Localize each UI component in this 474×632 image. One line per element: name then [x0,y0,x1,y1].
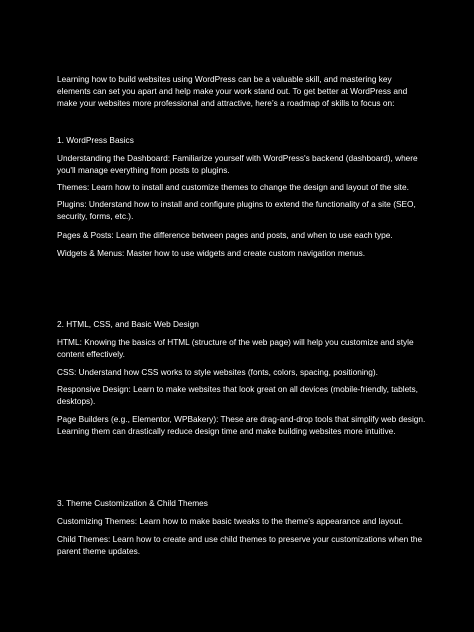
paragraph-css: CSS: Understand how CSS works to style websites (fonts, colors, spacing, positioning). [57,367,378,377]
paragraph-page-builders: Page Builders (e.g., Elementor, WPBakery): These are drag-and-drop tools that simplify web design. Learning them can drastically reduce design time and make building websites more intuitive. [57,414,426,436]
paragraph-pages-posts: Pages & Posts: Learn the difference between pages and posts, and when to use each type. [57,230,393,240]
paragraph-html: HTML: Knowing the basics of HTML (structure of the web page) will help you customize and style content effectively. [57,337,414,359]
paragraph-widgets-menus: Widgets & Menus: Master how to use widgets and create custom navigation menus. [57,248,366,258]
intro-paragraph: Learning how to build websites using WordPress can be a valuable skill, and mastering key elements can set you apart and help make your work stand out. To get better at WordPress and make your websites more professional and attractive, here’s a roadmap of skills to focus on: [57,74,408,108]
section-heading-wordpress-basics: 1. WordPress Basics [57,135,134,145]
paragraph-themes: Themes: Learn how to install and customize themes to change the design and layout of the site. [57,182,409,192]
section-heading-theme-customization: 3. Theme Customization & Child Themes [57,498,208,508]
paragraph-plugins: Plugins: Understand how to install and configure plugins to extend the functionality of a site (SEO, security, forms, etc.). [57,199,416,221]
paragraph-customizing-themes: Customizing Themes: Learn how to make basic tweaks to the theme’s appearance and layout. [57,516,404,526]
paragraph-responsive-design: Responsive Design: Learn to make websites that look great on all devices (mobile-friendly, tablets, desktops). [57,384,418,406]
paragraph-child-themes: Child Themes: Learn how to create and use child themes to preserve your customizations when the parent theme updates. [57,534,423,556]
paragraph-dashboard: Understanding the Dashboard: Familiarize yourself with WordPress's backend (dashboard), where you'll manage everything from posts to plugins. [57,153,418,175]
section-heading-html-css: 2. HTML, CSS, and Basic Web Design [57,319,199,329]
